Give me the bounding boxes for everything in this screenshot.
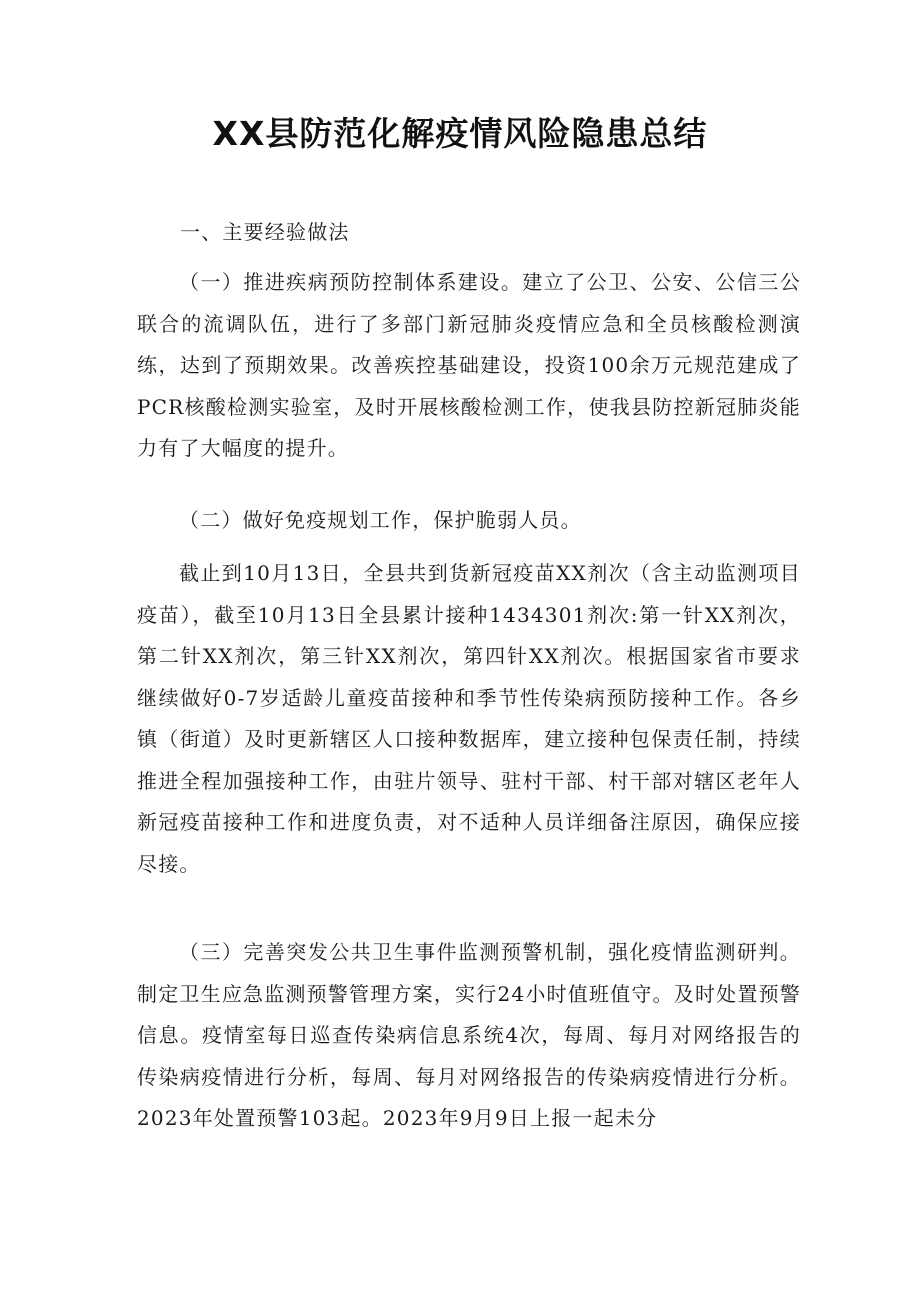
paragraph-2: （二）做好免疫规划工作，保护脆弱人员。 [179, 508, 582, 532]
section-heading: 一、主要经验做法 [180, 220, 350, 244]
paragraph-1: （一）推进疾病预防控制体系建设。建立了公卫、公安、公信三公联合的流调队伍，进行了多部门新冠肺炎疫情应急和全员核酸检测演练，达到了预期效果。改善疾控基础建设，投资100余万元规范建成了PCR核酸检测实验室，及时开展核酸检测工作，使我县防控新冠肺炎能力有了大幅度的提升。 [137, 270, 801, 460]
document-title: XX县防范化解疫情风险隐患总结 [212, 114, 708, 153]
paragraph-3: 截止到10月13日，全县共到货新冠疫苗XX剂次（含主动监测项目疫苗），截至10月13日全县累计接种1434301剂次:第一针XX剂次，第二针XX剂次，第三针XX剂次，第四针XX剂次。根据国家省市要求继续做好0-7岁适龄儿童疫苗接种和季节性传染病预防接种工作。各乡镇（街道）及时更新辖区人口接种数据库，建立接种包保责任制，持续推进全程加强接种工作，由驻片领导、驻村干部、村干部对辖区老年人新冠疫苗接种工作和进度负责，对不适种人员详细备注原因，确保应接尽接。 [137, 561, 801, 876]
paragraph-2-block [137, 500, 801, 542]
paragraph-1-block [137, 262, 801, 470]
paragraph-4-block [137, 932, 801, 1140]
paragraph-3-block [137, 553, 801, 885]
paragraph-4: （三）完善突发公共卫生事件监测预警机制，强化疫情监测研判。制定卫生应急监测预警管理方案，实行24小时值班值守。及时处置预警信息。疫情室每日巡查传染病信息系统4次，每周、每月对网络报告的传染病疫情进行分析，每周、每月对网络报告的传染病疫情进行分析。2023年处置预警103起。2023年9月9日上报一起未分 [137, 940, 801, 1130]
